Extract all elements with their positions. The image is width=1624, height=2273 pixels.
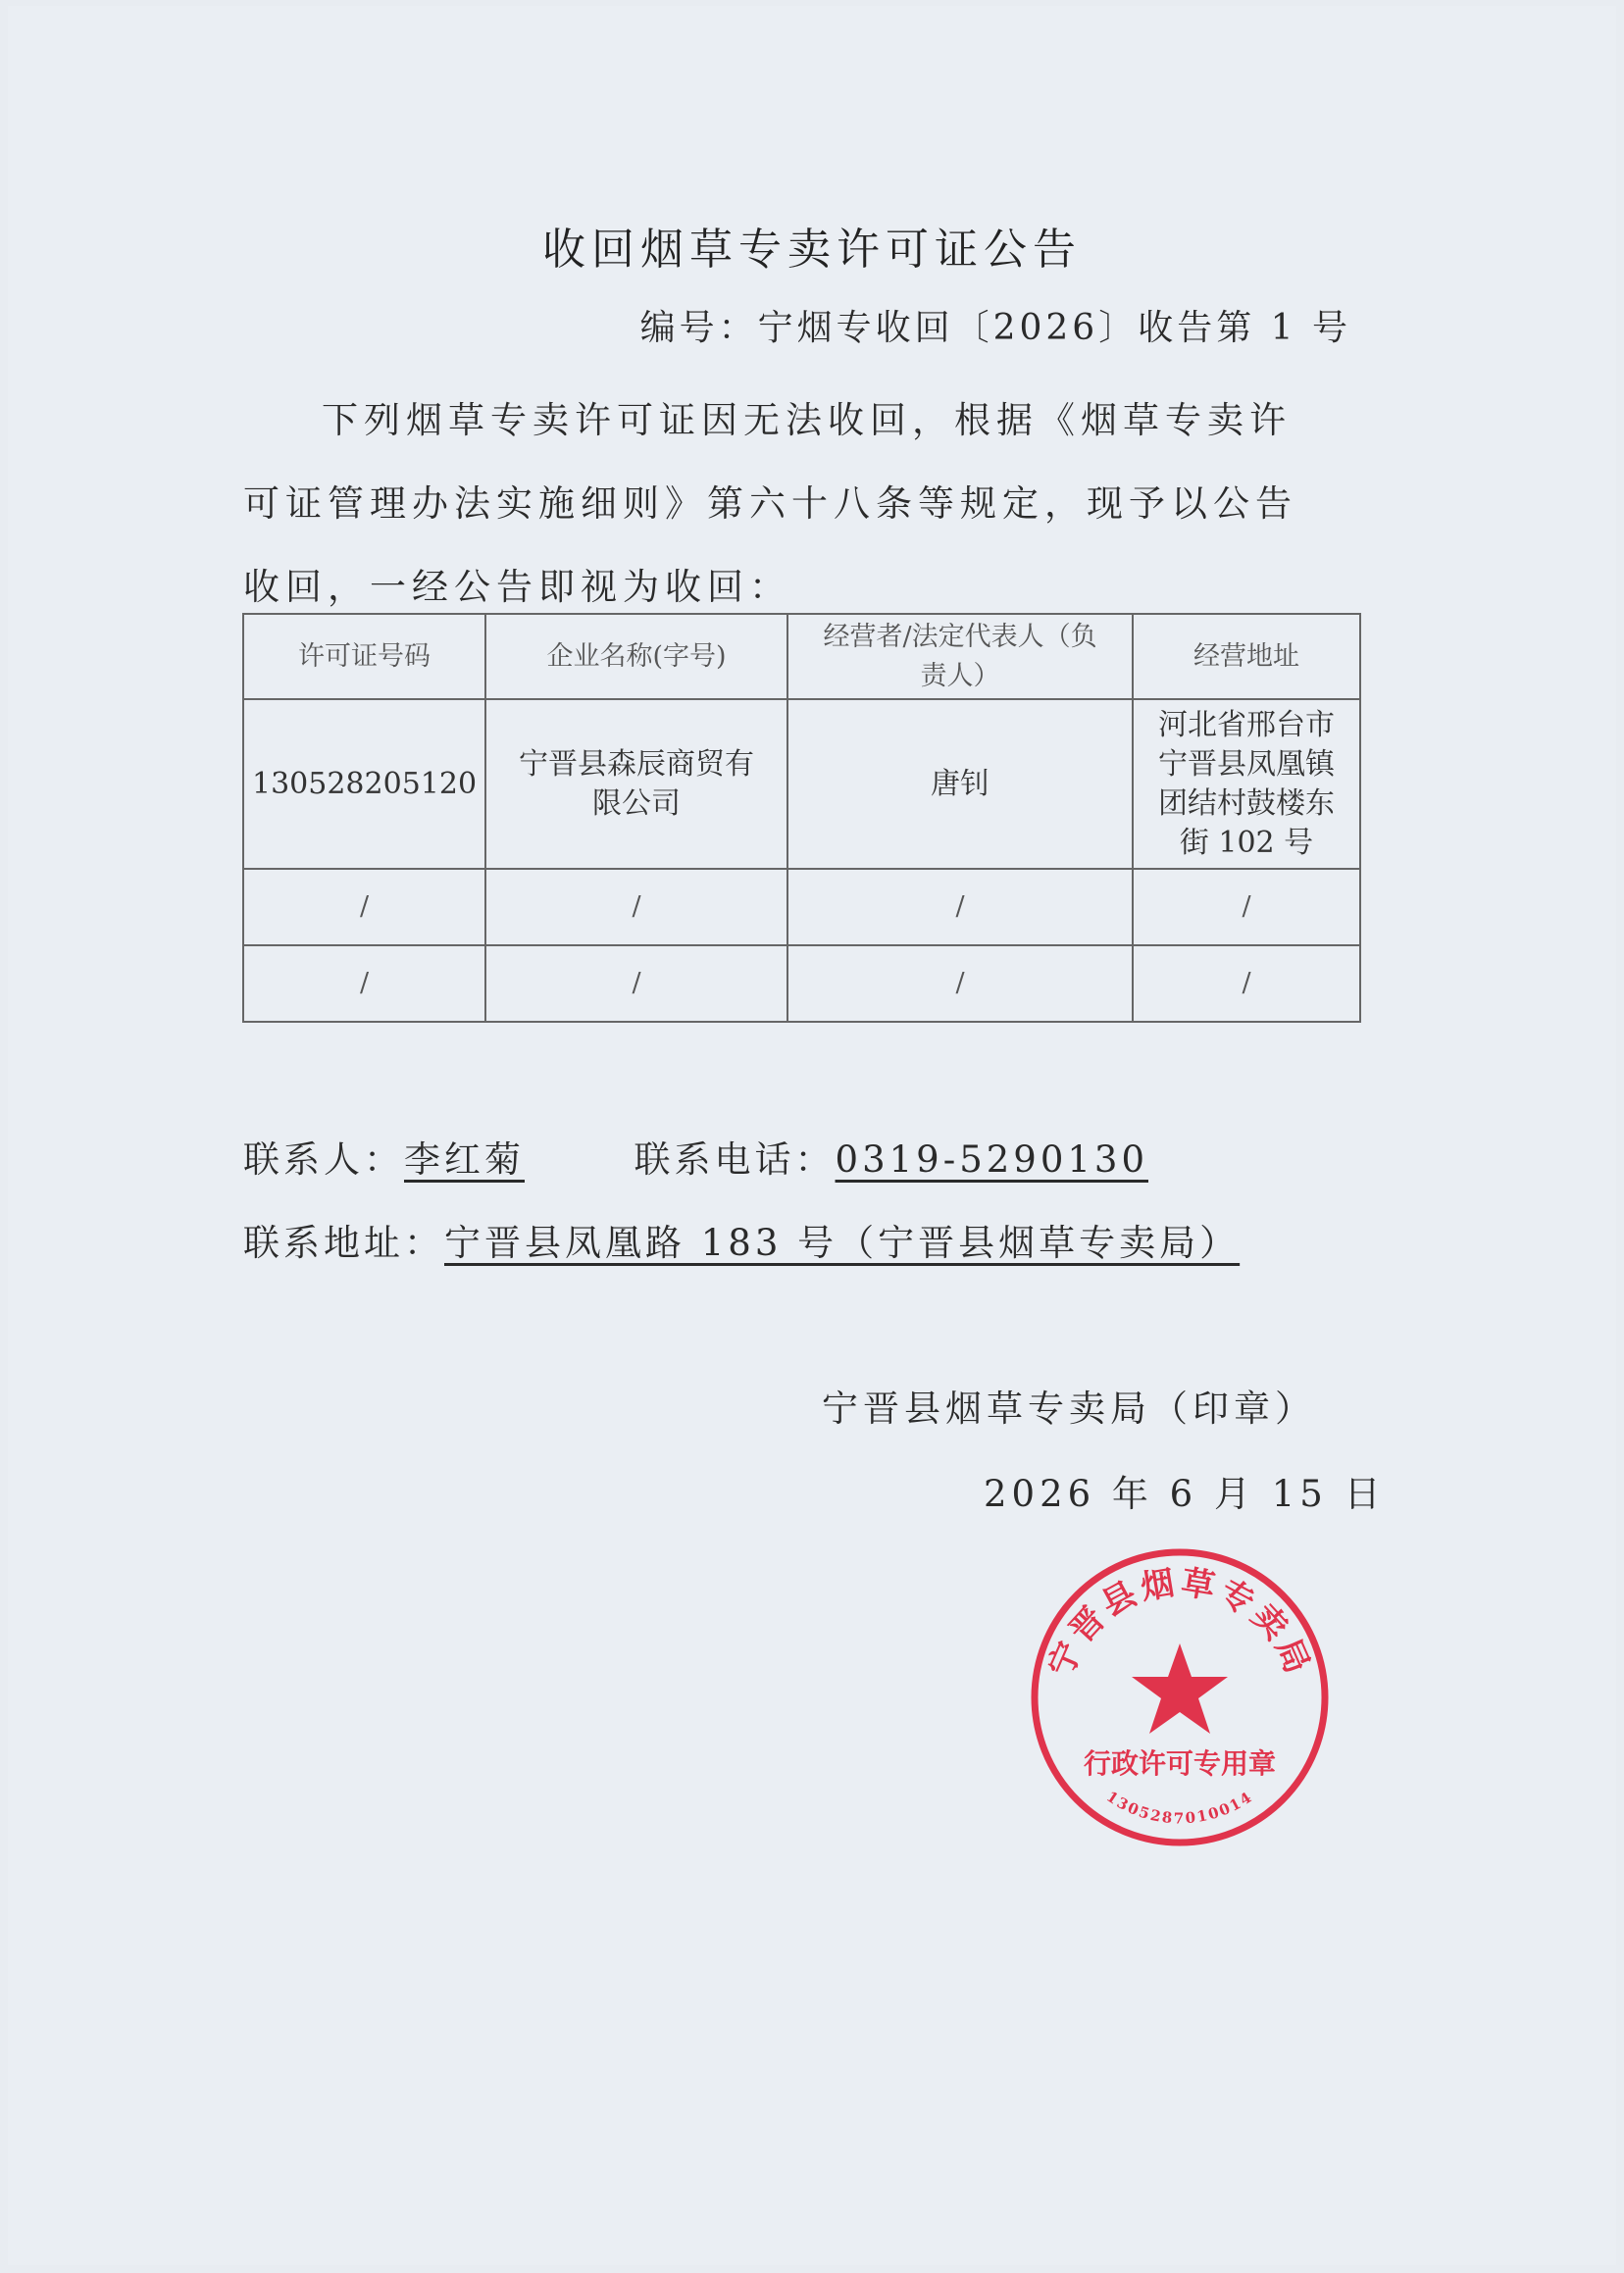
license-number: 130528205120 xyxy=(243,699,485,869)
header-cell: 经营者/法定代表人（负责人） xyxy=(787,614,1133,699)
operator-name: 唐钊 xyxy=(787,699,1133,869)
contact-address: 宁晋县凤凰路 183 号（宁晋县烟草专卖局） xyxy=(444,1222,1241,1264)
issue-date: 2026 年 6 月 15 日 xyxy=(984,1473,1386,1515)
header-cell: 经营地址 xyxy=(1133,614,1360,699)
header-cell: 企业名称(字号) xyxy=(485,614,787,699)
table-cell: / xyxy=(485,869,787,945)
body-paragraph: 下列烟草专卖许可证因无法收回，根据《烟草专卖许可证管理办法实施细则》第六十八条等规定，现予以公告收回，一经公告即视为收回： xyxy=(243,399,1297,608)
contact-person-label: 联系人： xyxy=(243,1138,404,1181)
business-address: 河北省邢台市宁晋县凤凰镇团结村鼓楼东街 102 号 xyxy=(1133,699,1360,869)
contact-line xyxy=(243,1130,1148,1183)
contact-phone: 0319-5290130 xyxy=(835,1138,1148,1181)
table-cell: / xyxy=(243,869,485,945)
seal-top-text: 宁晋县烟草专卖局 xyxy=(1040,1562,1319,1683)
document-page xyxy=(8,6,1616,2265)
license-table xyxy=(242,613,1361,1023)
seal-code: 1305287010014 xyxy=(1103,1787,1256,1828)
table-header-row xyxy=(243,614,1360,699)
table-cell: / xyxy=(787,869,1133,945)
company-name: 宁晋县森辰商贸有限公司 xyxy=(485,699,787,869)
table-cell: / xyxy=(485,945,787,1022)
contact-address-label: 联系地址： xyxy=(243,1222,444,1264)
table-row xyxy=(243,699,1360,869)
address-line xyxy=(243,1213,1240,1266)
table-cell: / xyxy=(787,945,1133,1022)
table-row xyxy=(243,869,1360,945)
seal-star-icon xyxy=(1132,1643,1228,1734)
document-number: 编号：宁烟专收回〔2026〕收告第 1 号 xyxy=(639,308,1351,348)
seal-bottom-text: 行政许可专用章 xyxy=(1083,1747,1277,1780)
official-seal xyxy=(1028,1545,1332,1849)
table-row xyxy=(243,945,1360,1022)
table-cell: / xyxy=(1133,945,1360,1022)
contact-phone-label: 联系电话： xyxy=(634,1138,836,1181)
table-cell: / xyxy=(1133,869,1360,945)
issuer-signature: 宁晋县烟草专卖局（印章） xyxy=(822,1388,1316,1430)
contact-person: 李红菊 xyxy=(404,1138,525,1181)
page-title: 收回烟草专卖许可证公告 xyxy=(542,225,1082,275)
table-cell: / xyxy=(243,945,485,1022)
header-cell: 许可证号码 xyxy=(243,614,485,699)
